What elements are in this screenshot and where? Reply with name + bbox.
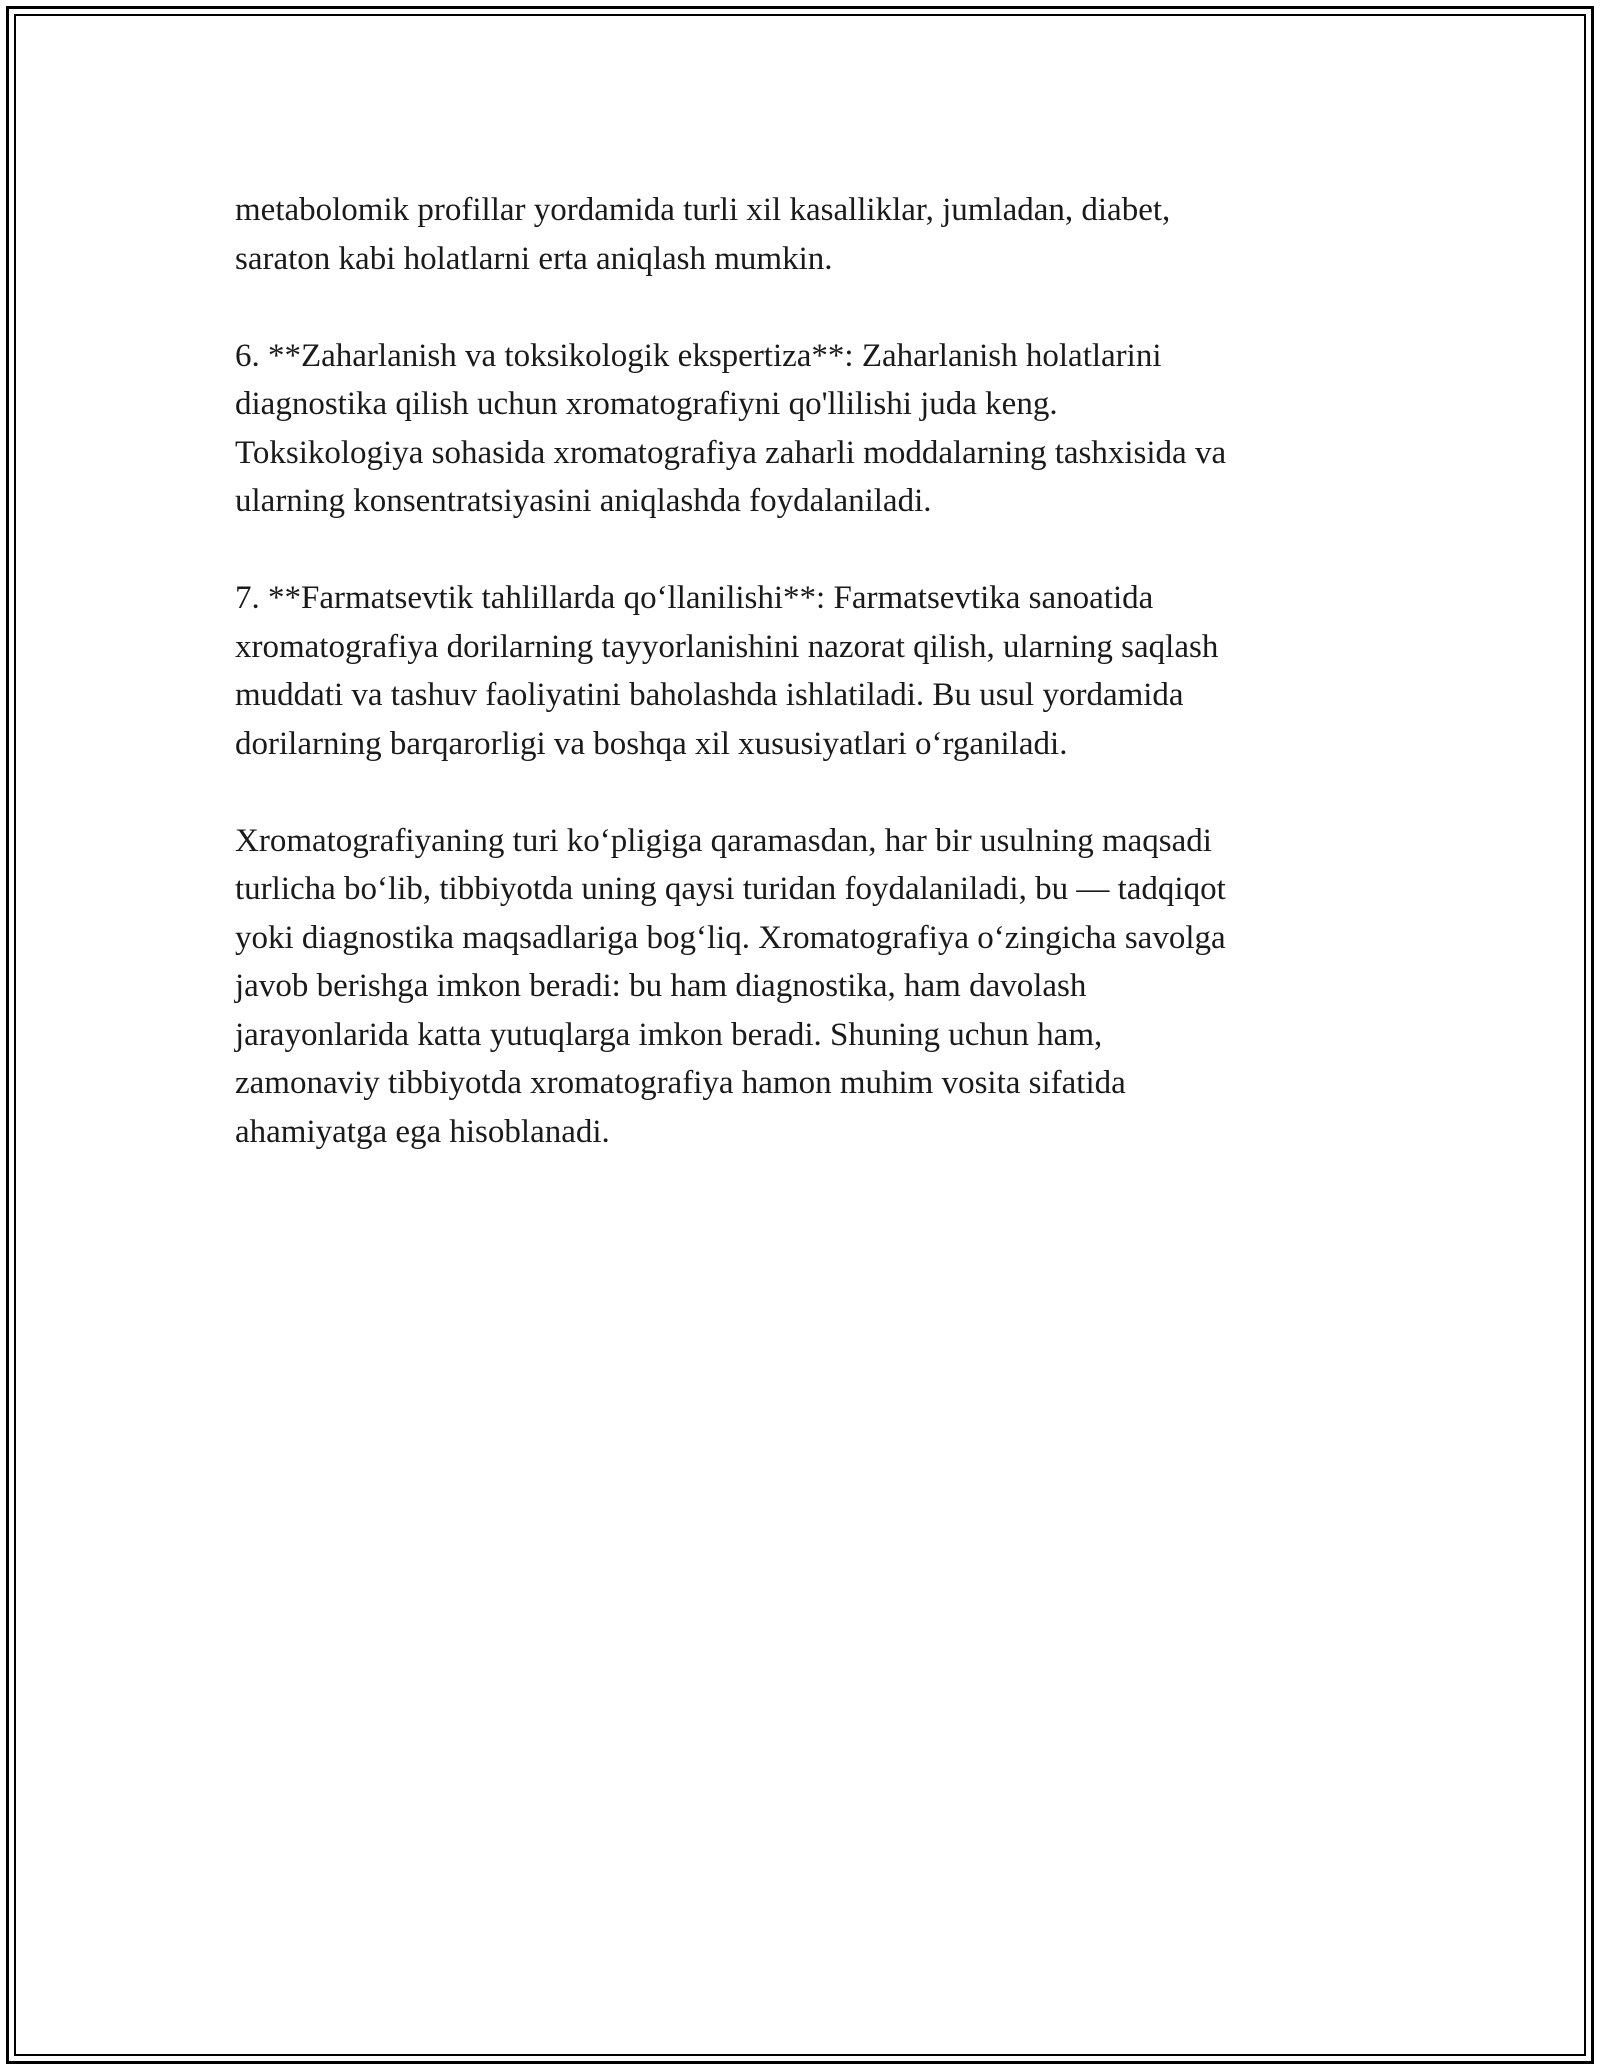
text-line: dorilarning barqarorligi va boshqa xil xususiyatlari o‘rganiladi. xyxy=(235,725,1068,762)
text-line: zamonaviy tibbiyotda xromatografiya hamon muhim vosita sifatida xyxy=(235,1065,1126,1101)
document-body xyxy=(235,186,1365,1205)
text-line: metabolomik profillar yordamida turli xil kasalliklar, jumladan, diabet, xyxy=(235,192,1171,228)
text-line: 6. **Zaharlanish va toksikologik ekspertiza**: Zaharlanish holatlarini xyxy=(235,337,1162,374)
text-line: ularning konsentratsiyasini aniqlashda foydalaniladi. xyxy=(235,483,932,519)
text-line: muddati va tashuv faoliyatini baholashda ishlatiladi. Bu usul yordamida xyxy=(235,677,1184,713)
paragraph-pharmaceutical xyxy=(235,574,1365,768)
text-line: ahamiyatga ega hisoblanadi. xyxy=(235,1113,610,1150)
text-line: saraton kabi holatlarni erta aniqlash mumkin. xyxy=(235,240,833,277)
paragraph-metabolomics xyxy=(235,186,1365,283)
text-line: 7. **Farmatsevtik tahlillarda qo‘llanilishi**: Farmatsevtika sanoatida xyxy=(235,580,1154,616)
text-line: Toksikologiya sohasida xromatografiya zaharli moddalarning tashxisida va xyxy=(235,434,1227,471)
text-line: Xromatografiyaning turi ko‘pligiga qaramasdan, har bir usulning maqsadi xyxy=(235,822,1212,859)
text-line: xromatografiya dorilarning tayyorlanishini nazorat qilish, ularning saqlash xyxy=(235,628,1219,665)
paragraph-conclusion xyxy=(235,817,1365,1157)
text-line: diagnostika qilish uchun xromatografiyni qo'llilishi juda keng. xyxy=(235,386,1058,422)
text-line: turlicha bo‘lib, tibbiyotda uning qaysi turidan foydalaniladi, bu — tadqiqot xyxy=(235,871,1226,907)
paragraph-toxicology xyxy=(235,332,1365,526)
text-line: jarayonlarida katta yutuqlarga imkon beradi. Shuning uchun ham, xyxy=(235,1016,1103,1053)
text-line: yoki diagnostika maqsadlariga bog‘liq. Xromatografiya o‘zingicha savolga xyxy=(235,919,1226,956)
text-line: javob berishga imkon beradi: bu ham diagnostika, ham davolash xyxy=(235,968,1087,1004)
